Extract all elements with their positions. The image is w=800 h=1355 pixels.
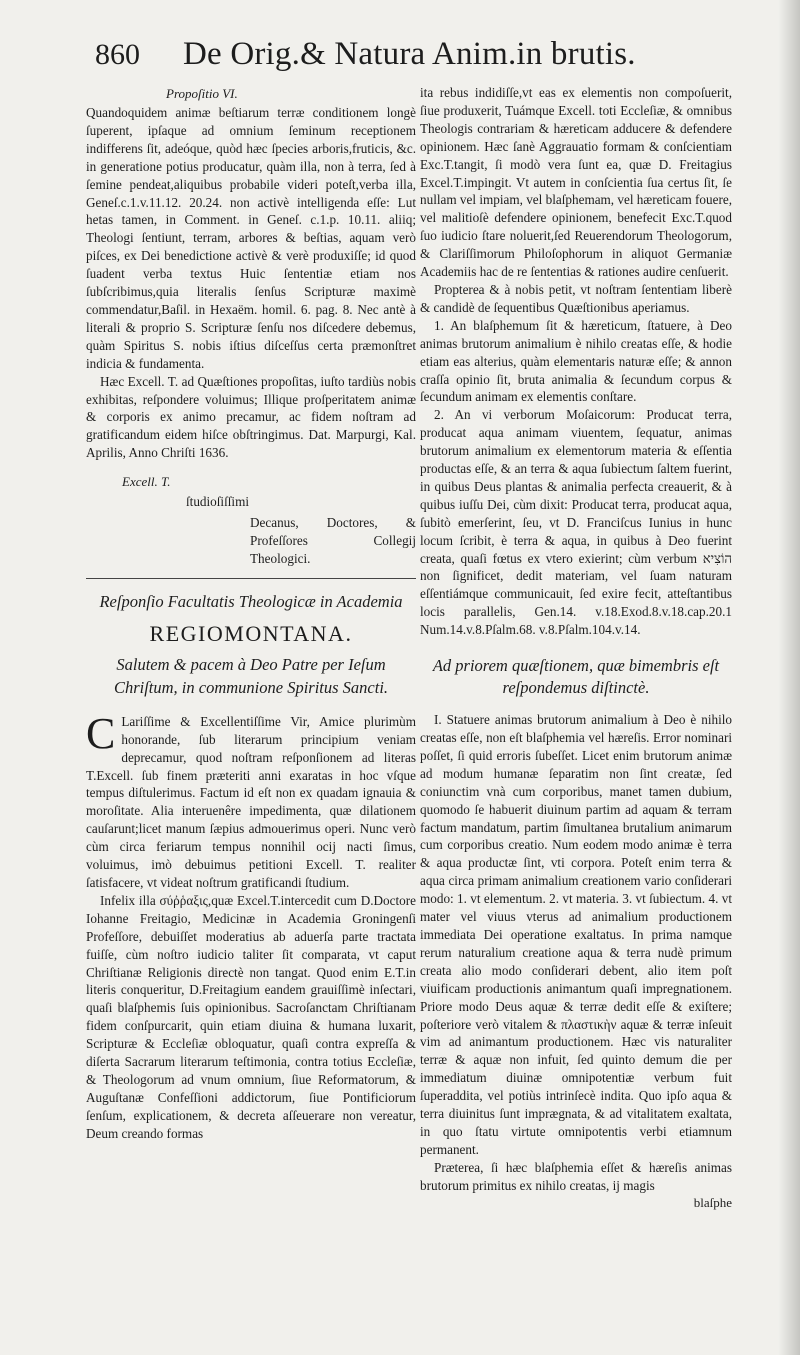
page-number: 860 (95, 38, 140, 71)
letter-opening (86, 708, 416, 892)
left-column (86, 84, 416, 1143)
right-column (420, 84, 732, 1211)
signature-names: Decanus, Doctores, & Profeſſores Collegij Theologici. (250, 515, 416, 566)
page-header (95, 38, 695, 78)
drop-cap: C (86, 708, 116, 758)
answer-paragraph-2: Præterea, ſi hæc blaſphemia eſſet & hæreſis animas brutorum primitus ex nihilo creatas, ij magis (420, 1159, 732, 1193)
proposition-closing: Hæc Excell. T. ad Quæſtiones propoſitas, iuſto tardiùs nobis exhibitas, reſpondere voluimus; Illique proſperitatem animæ & corporis ex animo precamur, ac fidem noſtram ad gratificandum eidem hiſce obſtringimus. Dat. Marpurgi, Kal. Aprilis, Anno Chriſti 1636. (86, 373, 416, 461)
answer-heading: Ad priorem quæſtionem, quæ bimembris eſt reſpondemus diſtinctè. (432, 656, 720, 698)
proposition-text: Quandoquidem animæ beſtiarum terræ conditionem longè ſuperent, ipſaque ad omnium ſeminum receptionem indifferens ſit, adeóque, quòd hæc ſpecies arboris,fruticis, &c. in generatione potius producatur, quàm illa, non à terra, ſed à ſemine pendeat,aliquibus probabile videri poteſt,verba illa, Geneſ.c.1.v.11.12. 20.24. non activè intelligenda eſſe: Lut hetas tamen, in Comment. in Geneſ. c.1.p. 10.11. aliiq; Theologi ſentiunt, terram, arbores & beſtias, aquam verò piſces, ex Dei benedictione activè & verè produxiſſe; id quod ſuadent verba textus Huic ſententiæ etiam nos ſubſcribimus,quia literalis ſenſus Scripturæ maximè commendatur,Baſil. in Hexaëm. homil. 6. pag. 8. Nec antè à literali & proprio S. Scripturæ ſenſu nos diſcedere debemus, quàm Spiritus S. nobis iſtius diſceſſus certa præmonſtret indicia & fundamenta. (86, 105, 416, 371)
catchword: blaſphe (693, 1194, 732, 1210)
letter-paragraph-2: Infelix illa σύῤῥαξις,quæ Excel.T.intercedit cum D.Doctore Iohanne Freitagio, Medicinæ in Academia Groningenſi Profeſſore, debuiſſet moderatius ab aduerſa parte tractata fuiſſe, cùm noſtro iudicio taliter ſit comparata, vt caput Chriſtianæ Religionis directè non tangat. Quod enim E.T.in literis conqueritur, D.Freitagium eandem grauiſſimè inſectari, quaſi blaſphemis ſuis opinionibus. Sacroſanctam Chriſtianam fidem conſpurcarit, quin etiam diuina & humana luxarit, Scripturæ & Eccleſiæ obloquatur, quaſi contra expreſſa & diſerta Sacrarum literarum teſtimonia, contra totius Eccleſiæ, & Theologorum ad vnum omnium, ſiue Reformatorum, & Auguſtanæ Confeſſioni addictorum, ſiue Pontificiorum ſenſum, explicationem, & decreta aſſeuerare non vereatur, Deum creando formas (86, 892, 416, 1141)
salutation: Salutem & pacem à Deo Patre per Ieſum Chriſtum, in communione Spiritus Sancti. (113, 654, 389, 697)
proposition-heading: Propoſitio VI. (166, 86, 238, 101)
signature-excell: Excell. T. (122, 474, 171, 490)
propterea-paragraph: Propterea & à nobis petit, vt noſtram ſententiam liberè & candidè de ſequentibus Quæſtionibus aperiamus. (420, 281, 732, 315)
response-title: Reſponſio Facultatis Theologicæ in Academia (99, 591, 403, 611)
running-title: De Orig.& Natura Anim.in brutis. (183, 36, 636, 72)
signature-studiosissimi: ſtudioſiſſimi (186, 494, 250, 510)
city-heading: REGIOMONTANA. (149, 620, 353, 646)
question-1: 1. An blaſphemum ſit & hæreticum, ſtatuere, à Deo animas brutorum animalium è nihilo creatas eſſe, & hodie etiam eas alterius, quàm elementaris naturæ eſſe; & annon craſſa opinio ſit, bruta animalia & ſecundum corpus & ſecundum animam ex elementis conſtare. (420, 317, 732, 405)
letter-paragraph-1: Lariſſime & Excellentiſſime Vir, Amice plurimùm honorande, ſub literarum principium veniam deprecamur, quod noſtram reſponſionem ad literas T.Excell. ſub finem præteriti anni exaratas in hoc vſque tempus diſtulerimus. Factum id eſt non ex quadam ignauia & moroſitate. Alia interuenêre impedimenta, quæ dilationem cauſarunt;licet manum ſæpius admouerimus operi. Nunc verò cùm circa feriarum tempus nonnihil ocij nacti ſimus, voluimus, imò debuimus petitioni Excell. T. realiter ſatisfacere, vt videat noſtrum gratificandi ſtudium. (86, 713, 416, 890)
question-2: 2. An vi verborum Moſaicorum: Producat terra, producat aqua animam viuentem, ſequatur, animas brutorum animalium ex elementorum materia & eſſentia productas eſſe, & an terra & aqua ſubiectum ſaltem fuerint, in quibus Deus plantas & animalia perfecta creauerit, & à quibus iuſſu Dei, cùm dixit: Producat terra, producat aqua, ſubitò emerſerint, ſeu, vt D. Franciſcus Iunius in hunc locum ſcribit, è terra & aqua, in quibus à Deo fuerint creata, quaſi fœtus ex vtero exierint; cùm verbum הוֹצִיא non ſignificet, dedit materiam, vel ſuam naturam eſſentiámque communicauit, ſed exire fecit, atteſtantibus locis parallelis, Gen.14. v.18.Exod.8.v.18.cap.20.1 Num.14.v.8.Pſalm.68. v.8.Pſalm.104.v.14. (420, 407, 732, 638)
continuation-text: ita rebus indidiſſe,vt eas ex elementis non compoſuerit, ſiue produxerit, Tuámque Excell. toti Eccleſiæ, & omnibus Theologis contrariam & hæreticam adducere & defendere opinionem. Hæc ſanè Aggrauatio formam & conſcientiam Exc.T.tangit, ſi modò vera ſunt ea, quæ D. Freitagius Excel.T.impingit. Vt autem in conſcientia ſua certus ſit, ſe nullam vel impiam, vel blaſphemam, vel hæreticam fouere, vel malitioſè defendere opinionem, benefecit Exc.T.quod ſuo iudicio ſtare noluerit,ſed Reuerendorum Theologorum, & Clariſſimorum Philoſophorum in aliquot Germaniæ Academiis hac de re ſententias & rationes audire cenſuerit. (420, 85, 733, 280)
answer-paragraph-1: I. Statuere animas brutorum animalium à Deo è nihilo creatas eſſe, non eſt blaſphemia vel hæreſis. Error nominari poſſet, ſi quid erroris ſubeſſet. Licet enim brutorum animæ ad modum humanæ ſeparatim non ſint creatæ, ſed coniunctim vnà cum corporibus, manet tamen dubium, quomodo ſe habuerit diuinum partim ad aquam & terram factum mandatum, partim ſimultanea brutalium animarum cum corporibus creatio. Num eodem modo animæ è terra & aqua productæ ſint, vti corpora. Poteſt enim terra & aqua circa primam animalium creationem vario conſiderari modo: 1. vt elementum. 2. vt materia. 3. vt ſubiectum. 4. vt mater vel viuus vterus ad animalium productionem immediata Dei operatione exaltatus. In prima namque rerum naturalium creatione aqua & terra nudè primum creata alio modo conſiderari debent, alio item poſt viuificam productionis animantum quaſi impregnationem. Priore modo Deus aquæ & terræ dedit eſſe & exiſtere; poſteriore verò vitalem & πλαστικὴν aquæ & terræ inſeuit vim ad animantum productionem. Hæc vis naturaliter terræ & aquæ non infuit, ſed quinto demum die per immediatum diuinæ omnipotentiæ verbum fuit ſuperaddita, vel potiùs intrinſecè indita. Quo ipſo aqua & terra diuinitus ſunt imprægnata, & ad vitalitatem exaltata, in quo ſtatu virtute omnipotentis verbi etiamnum permanent. (420, 712, 732, 1157)
section-divider (86, 578, 416, 579)
page-edge-shadow (778, 0, 800, 1355)
